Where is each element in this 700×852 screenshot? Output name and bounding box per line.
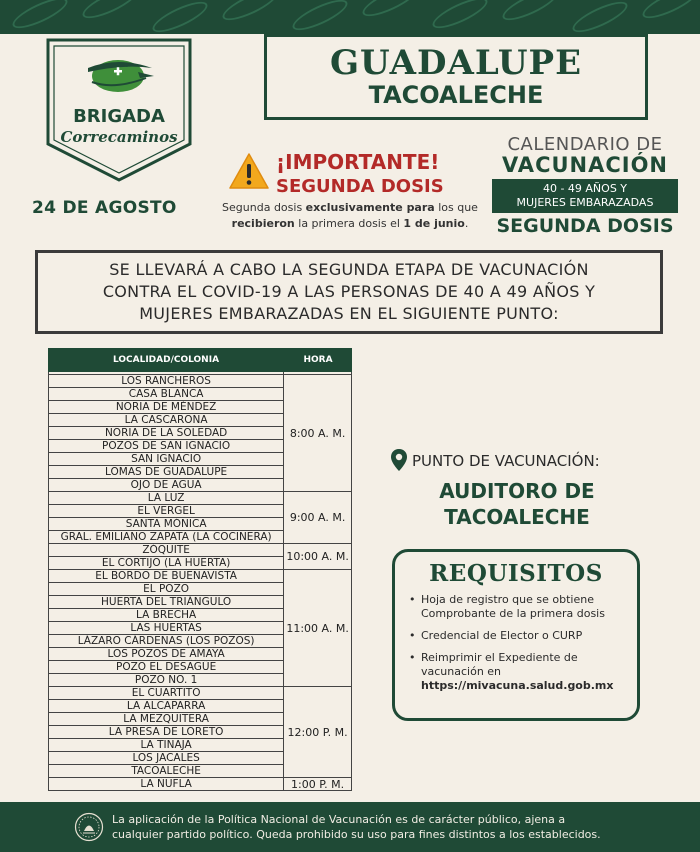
locality-cell: EL BORDO DE BUENAVISTA (49, 570, 283, 583)
locality-cell: EL CORTIJO (LA HUERTA) (49, 557, 283, 570)
page-title: GUADALUPE (329, 43, 583, 83)
brigada-label: BRIGADA (73, 106, 165, 127)
locality-cell: CASA BLANCA (49, 388, 283, 401)
mexico-seal-icon (74, 812, 104, 842)
locality-cell: LA PRESA DE LORETO (49, 726, 283, 739)
important-note: Segunda dosis exclusivamente para los que recibieron la primera dosis el 1 de junio. (222, 201, 478, 230)
vaccination-link[interactable]: https://mivacuna.salud.gob.mx (421, 679, 614, 692)
warning-icon (228, 152, 270, 190)
calendar-group-badge: 40 - 49 AÑOS Y MUJERES EMBARAZADAS (492, 179, 678, 213)
locality-cell: EL VERGEL (49, 505, 283, 518)
locality-cell: LOS JACALES (49, 752, 283, 765)
locality-cell: HUERTA DEL TRIÁNGULO (49, 596, 283, 609)
time-cell: 12:00 P. M. (284, 687, 351, 778)
footer (0, 802, 700, 852)
vaccination-calendar (486, 134, 684, 237)
locality-cell: EL POZO (49, 583, 283, 596)
vaccination-point-name: AUDITORO DE TACOALECHE (439, 479, 595, 529)
time-cell: 8:00 A. M. (284, 375, 351, 492)
locality-cell: TACOALECHE (49, 765, 283, 778)
correcaminos-label: Correcaminos (60, 128, 178, 146)
locality-cell: LA MEZQUITERA (49, 713, 283, 726)
locality-cell: LOS RANCHEROS (49, 375, 283, 388)
time-cell: 11:00 A. M. (284, 570, 351, 687)
footer-disclaimer: La aplicación de la Política Nacional de Vacunación es de carácter público, ajena a cualquier partido político. Queda prohibido su uso para fines distintos a los establecidos. (112, 813, 601, 841)
time-column (284, 372, 351, 791)
locality-cell: POZO NO. 1 (49, 674, 283, 687)
locality-cell: POZOS DE SAN IGNACIO (49, 440, 283, 453)
locality-cell: LA LUZ (49, 492, 283, 505)
requirement-item: • Hoja de registro que se obtiene Comprobante de la primera dosis (413, 593, 637, 621)
locality-cell: LAS HUERTAS (49, 622, 283, 635)
locality-cell: EL CUARTITO (49, 687, 283, 700)
locality-cell: LA ALCAPARRA (49, 700, 283, 713)
time-cell: 9:00 A. M. (284, 492, 351, 544)
top-decorative-band (0, 0, 700, 34)
page-subtitle: TACOALECHE (368, 81, 544, 109)
locality-cell: NORIA DE LA SOLEDAD (49, 427, 283, 440)
locality-cell: LA CASCARONA (49, 414, 283, 427)
locality-cell: LOS POZOS DE AMAYA (49, 648, 283, 661)
locality-cell: LA ÑUFLA (49, 778, 283, 791)
locality-cell: SANTA MÓNICA (49, 518, 283, 531)
event-date: 24 DE AGOSTO (32, 198, 177, 218)
locality-column-header: LOCALIDAD/COLONIA (112, 355, 220, 365)
time-column-header: HORA (303, 355, 333, 365)
second-dose-heading: SEGUNDA DOSIS (276, 176, 444, 197)
announcement-box: SE LLEVARÁ A CABO LA SEGUNDA ETAPA DE VACUNACIÓN CONTRA EL COVID-19 A LAS PERSONAS DE 40 A 49 AÑOS Y MUJERES EMBARAZADAS EN EL SIGUIENTE PUNTO: (35, 250, 663, 334)
time-cell: 10:00 A. M. (284, 544, 351, 570)
schedule-table (48, 348, 352, 791)
locality-cell: LÁZARO CÁRDENAS (LOS POZOS) (49, 635, 283, 648)
locality-cell: GRAL. EMILIANO ZAPATA (LA COCINERA) (49, 531, 283, 544)
vaccination-point-label: PUNTO DE VACUNACIÓN: (412, 452, 600, 470)
calendar-line2: VACUNACIÓN (501, 153, 669, 177)
brigada-badge (44, 36, 194, 184)
location-pin-icon (390, 448, 408, 472)
roadrunner-logo-icon (84, 50, 156, 100)
requirement-item: • Reimprimir el Expediente de vacunación en https://mivacuna.salud.gob.mx (413, 651, 637, 693)
locality-cell: LOMAS DE GUADALUPE (49, 466, 283, 479)
locality-column (49, 372, 284, 791)
time-cell: 1:00 P. M. (284, 778, 351, 791)
calendar-line4: SEGUNDA DOSIS (496, 215, 674, 237)
title-box (264, 34, 648, 120)
locality-cell: LA TINAJA (49, 739, 283, 752)
locality-cell: POZO EL DESAGÜE (49, 661, 283, 674)
important-heading: ¡IMPORTANTE! (276, 150, 440, 174)
requirements-title: REQUISITOS (429, 560, 603, 587)
locality-cell: OJO DE AGUA (49, 479, 283, 492)
locality-cell: LA BRECHA (49, 609, 283, 622)
requirement-item: • Credencial de Elector o CURP (413, 629, 637, 643)
locality-cell: NORIA DE MÉNDEZ (49, 401, 283, 414)
requirements-box (392, 549, 640, 721)
locality-cell: ZÓQUITE (49, 544, 283, 557)
table-header (48, 348, 352, 372)
locality-cell: SAN IGNACIO (49, 453, 283, 466)
calendar-line1: CALENDARIO DE (507, 134, 663, 155)
requirements-list (413, 593, 637, 693)
table-body (48, 372, 352, 791)
